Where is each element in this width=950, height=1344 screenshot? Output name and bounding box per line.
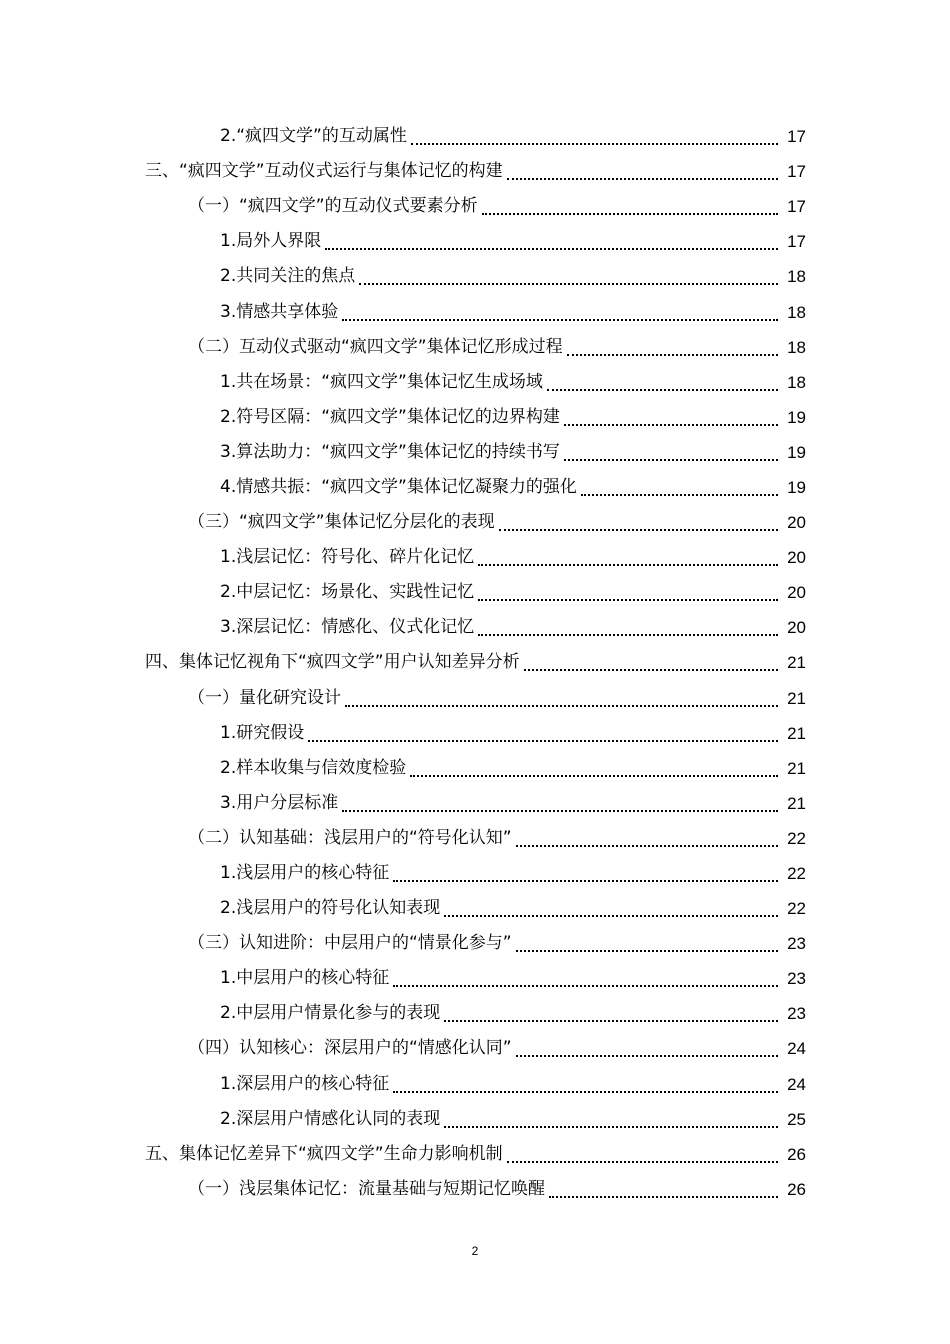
dot-leader	[345, 704, 778, 707]
toc-entry[interactable]	[0, 926, 950, 961]
toc-entry-page: 17	[787, 232, 806, 252]
dot-leader	[507, 177, 778, 180]
toc-entry-page: 20	[787, 618, 806, 638]
toc-entry-page: 18	[787, 267, 806, 287]
dot-leader	[478, 633, 778, 636]
toc-entry-page: 21	[787, 793, 806, 813]
toc-entry-title: （二）互动仪式驱动“疯四文学”集体记忆形成过程	[188, 336, 563, 357]
toc-entry-page: 18	[787, 372, 806, 392]
toc-entry-page: 24	[787, 1039, 806, 1059]
toc-entry[interactable]	[0, 154, 950, 189]
toc-entry[interactable]	[0, 575, 950, 610]
dot-leader	[478, 563, 778, 566]
toc-entry-title: 1.浅层记忆：符号化、碎片化记忆	[220, 547, 475, 568]
toc-entry-page: 23	[787, 1004, 806, 1024]
toc-entry-title: 3.算法助力：“疯四文学”集体记忆的持续书写	[220, 441, 560, 462]
dot-leader	[524, 668, 778, 671]
dot-leader	[549, 1195, 778, 1198]
toc-entry-title: 3.情感共享体验	[220, 301, 339, 322]
toc-entry-page: 20	[787, 513, 806, 533]
toc-entry[interactable]	[0, 1172, 950, 1207]
toc-entry-title: 1.研究假设	[220, 722, 305, 743]
dot-leader	[516, 1054, 778, 1057]
toc-entry-title: （三）认知进阶：中层用户的“情景化参与”	[188, 933, 512, 954]
toc-entry[interactable]	[0, 751, 950, 786]
toc-entry-title: 三、“疯四文学”互动仪式运行与集体记忆的构建	[145, 161, 503, 182]
toc-entry-page: 19	[787, 477, 806, 497]
toc-entry[interactable]	[0, 1102, 950, 1137]
table-of-contents	[0, 119, 950, 1207]
dot-leader	[581, 493, 778, 496]
toc-entry-title: 3.用户分层标准	[220, 792, 339, 813]
toc-entry-title: 2.共同关注的焦点	[220, 266, 356, 287]
toc-entry[interactable]	[0, 294, 950, 329]
toc-entry[interactable]	[0, 645, 950, 680]
toc-entry-page: 24	[787, 1074, 806, 1094]
dot-leader	[342, 809, 778, 812]
toc-entry-page: 26	[787, 1144, 806, 1164]
dot-leader	[359, 282, 778, 285]
toc-entry-page: 23	[787, 969, 806, 989]
toc-entry-title: 2.浅层用户的符号化认知表现	[220, 898, 441, 919]
dot-leader	[499, 528, 778, 531]
toc-entry-title: 2.深层用户情感化认同的表现	[220, 1108, 441, 1129]
toc-entry-title: （四）认知核心：深层用户的“情感化认同”	[188, 1038, 512, 1059]
toc-entry[interactable]	[0, 821, 950, 856]
toc-entry-title: （三）“疯四文学”集体记忆分层化的表现	[188, 512, 495, 533]
toc-entry-page: 21	[787, 723, 806, 743]
toc-entry-page: 22	[787, 828, 806, 848]
toc-entry-page: 21	[787, 688, 806, 708]
toc-entry[interactable]	[0, 1067, 950, 1102]
toc-entry[interactable]	[0, 259, 950, 294]
toc-entry[interactable]	[0, 435, 950, 470]
toc-entry-title: 2.符号区隔：“疯四文学”集体记忆的边界构建	[220, 406, 560, 427]
toc-entry[interactable]	[0, 470, 950, 505]
toc-entry-title: （一）浅层集体记忆：流量基础与短期记忆唤醒	[188, 1178, 545, 1199]
dot-leader	[516, 949, 778, 952]
toc-entry[interactable]	[0, 681, 950, 716]
page-number: 2	[471, 1244, 479, 1258]
toc-entry-page: 18	[787, 302, 806, 322]
toc-entry[interactable]	[0, 540, 950, 575]
toc-entry[interactable]	[0, 1137, 950, 1172]
dot-leader	[325, 247, 778, 250]
toc-entry-title: 1.浅层用户的核心特征	[220, 863, 390, 884]
dot-leader	[478, 598, 778, 601]
toc-entry-page: 17	[787, 197, 806, 217]
toc-entry-title: 五、集体记忆差异下“疯四文学”生命力影响机制	[145, 1143, 503, 1164]
toc-entry-title: 2.中层用户情景化参与的表现	[220, 1003, 441, 1024]
dot-leader	[444, 1125, 778, 1128]
toc-entry-page: 23	[787, 934, 806, 954]
toc-entry[interactable]	[0, 400, 950, 435]
toc-entry-title: （二）认知基础：浅层用户的“符号化认知”	[188, 827, 512, 848]
dot-leader	[393, 1090, 778, 1093]
dot-leader	[342, 318, 778, 321]
toc-entry[interactable]	[0, 189, 950, 224]
toc-entry-page: 22	[787, 864, 806, 884]
dot-leader	[516, 844, 778, 847]
dot-leader	[547, 388, 778, 391]
toc-entry[interactable]	[0, 1031, 950, 1066]
toc-entry-title: 1.局外人界限	[220, 231, 322, 252]
dot-leader	[444, 914, 778, 917]
dot-leader	[393, 984, 778, 987]
dot-leader	[567, 353, 778, 356]
toc-entry-title: 2.“疯四文学”的互动属性	[220, 126, 407, 147]
toc-entry[interactable]	[0, 330, 950, 365]
toc-entry-page: 17	[787, 127, 806, 147]
toc-entry-title: 4.情感共振：“疯四文学”集体记忆凝聚力的强化	[220, 476, 577, 497]
dot-leader	[444, 1019, 778, 1022]
dot-leader	[411, 142, 778, 145]
dot-leader	[308, 739, 778, 742]
toc-entry[interactable]	[0, 786, 950, 821]
toc-entry-title: 2.中层记忆：场景化、实践性记忆	[220, 582, 475, 603]
toc-entry-page: 20	[787, 548, 806, 568]
toc-entry-title: 1.深层用户的核心特征	[220, 1073, 390, 1094]
toc-entry-page: 21	[787, 653, 806, 673]
toc-entry-page: 25	[787, 1109, 806, 1129]
toc-entry-page: 17	[787, 162, 806, 182]
toc-entry[interactable]	[0, 856, 950, 891]
dot-leader	[507, 1160, 778, 1163]
toc-entry-title: 3.深层记忆：情感化、仪式化记忆	[220, 617, 475, 638]
toc-entry[interactable]	[0, 996, 950, 1031]
toc-entry[interactable]	[0, 365, 950, 400]
toc-entry[interactable]	[0, 716, 950, 751]
dot-leader	[564, 423, 778, 426]
toc-entry[interactable]	[0, 119, 950, 154]
toc-entry-title: 四、集体记忆视角下“疯四文学”用户认知差异分析	[145, 652, 520, 673]
toc-entry[interactable]	[0, 224, 950, 259]
dot-leader	[482, 212, 778, 215]
toc-entry-page: 19	[787, 407, 806, 427]
toc-entry-page: 18	[787, 337, 806, 357]
toc-entry[interactable]	[0, 610, 950, 645]
toc-entry-page: 20	[787, 583, 806, 603]
toc-entry-title: （一）量化研究设计	[188, 687, 341, 708]
toc-entry-title: 2.样本收集与信效度检验	[220, 757, 407, 778]
dot-leader	[410, 774, 778, 777]
toc-entry-page: 22	[787, 899, 806, 919]
toc-entry-page: 26	[787, 1179, 806, 1199]
toc-entry[interactable]	[0, 961, 950, 996]
toc-entry-page: 19	[787, 442, 806, 462]
toc-entry[interactable]	[0, 505, 950, 540]
dot-leader	[393, 879, 778, 882]
toc-entry-title: （一）“疯四文学”的互动仪式要素分析	[188, 196, 478, 217]
toc-entry-title: 1.共在场景：“疯四文学”集体记忆生成场域	[220, 371, 543, 392]
toc-entry-page: 21	[787, 758, 806, 778]
toc-entry-title: 1.中层用户的核心特征	[220, 968, 390, 989]
toc-entry[interactable]	[0, 891, 950, 926]
dot-leader	[564, 458, 778, 461]
